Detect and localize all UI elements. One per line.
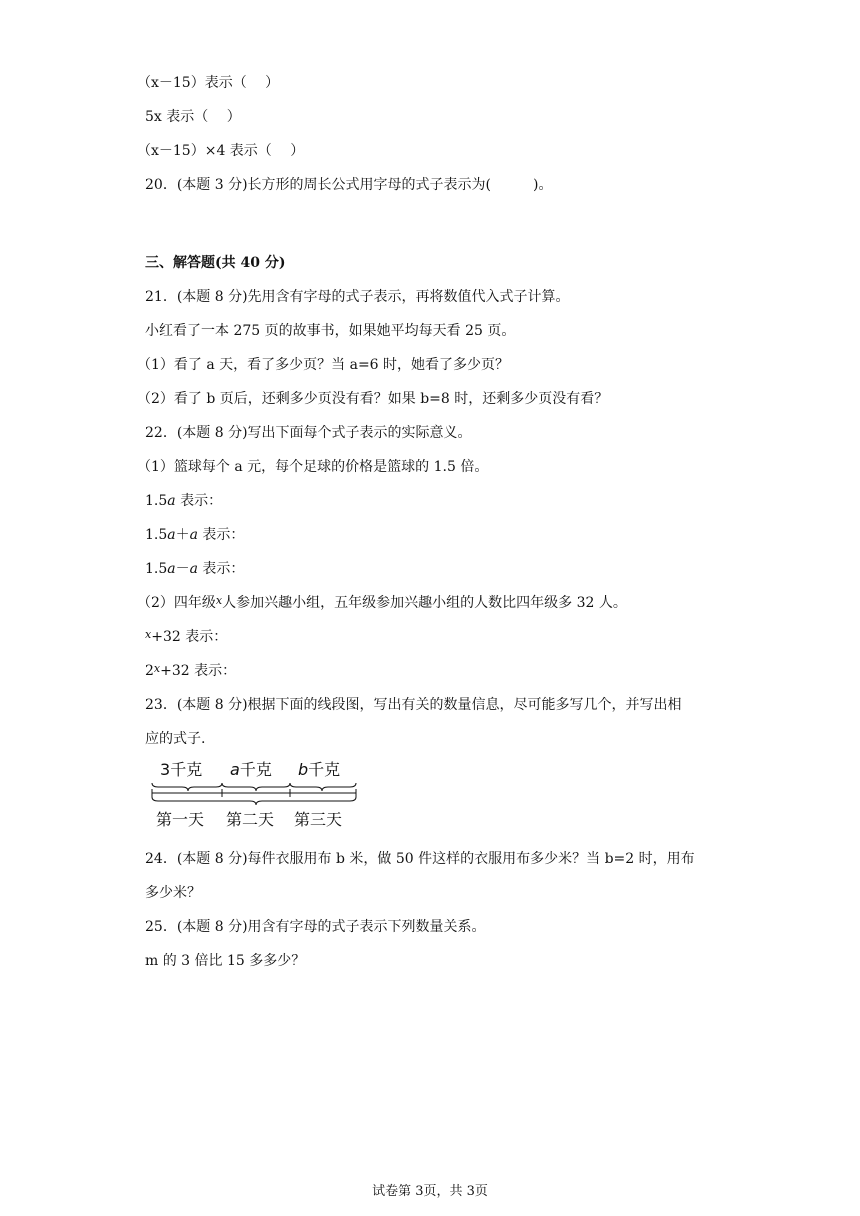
question-21-part-1: （1）看了 a 天，看了多少页？当 a=6 时，她看了多少页？	[137, 357, 510, 373]
section-heading-3: 三、解答题(共 40 分)	[145, 255, 286, 271]
question-21: 21．(本题 8 分)先用含有字母的式子表示，再将数值代入式子计算。	[145, 289, 570, 305]
expr-variable: x	[153, 662, 161, 675]
brace-top-1	[152, 783, 222, 791]
part-2-head: （2）四年级	[137, 595, 216, 611]
bottom-label-day-3: 第三天	[294, 810, 343, 829]
expr-variable-2: a	[189, 561, 198, 577]
top-label-day-1: 3千克	[160, 760, 203, 779]
question-24-line-2: 多少米？	[145, 885, 201, 901]
expr-operator: －	[175, 561, 190, 577]
blank-line-5x: 5x 表示（ ）	[145, 109, 241, 125]
bottom-label-day-1: 第一天	[156, 810, 205, 829]
question-20: 20．(本题 3 分)长方形的周长公式用字母的式子表示为( )。	[145, 177, 553, 193]
question-25: 25．(本题 8 分)用含有字母的式子表示下列数量关系。	[145, 919, 486, 935]
question-21-story: 小红看了一本 275 页的故事书，如果她平均每天看 25 页。	[145, 323, 516, 339]
question-22: 22．(本题 8 分)写出下面每个式子表示的实际意义。	[145, 425, 472, 441]
question-24-line-1: 24．(本题 8 分)每件衣服用布 b 米，做 50 件这样的衣服用布多少米？当 b=2 时，用布	[145, 851, 695, 867]
top-label-day-3: b千克	[298, 760, 341, 779]
expr-variable-2: a	[189, 527, 198, 543]
line-segment-diagram	[150, 755, 360, 835]
expression-x-plus-32	[145, 627, 227, 648]
brace-top-2	[222, 783, 290, 791]
question-25-sub: m 的 3 倍比 15 多多少？	[145, 953, 306, 969]
line-segment-svg	[150, 755, 360, 835]
question-22-part-2	[137, 593, 627, 614]
brace-bottom	[152, 797, 356, 805]
expr-number: 1.5	[145, 561, 168, 577]
expr-head: 2	[145, 663, 154, 679]
expr-operator: ＋	[175, 527, 190, 543]
top-label-day-2: a千克	[230, 760, 272, 779]
expr-variable: a	[167, 561, 176, 577]
expr-tail: +32 表示：	[151, 629, 228, 645]
question-22-part-1: （1）篮球每个 a 元，每个足球的价格是篮球的 1.5 倍。	[137, 459, 489, 475]
part-2-tail: 人参加兴趣小组，五年级参加兴趣小组的人数比四年级多 32 人。	[222, 595, 627, 611]
question-23-line-2: 应的式子.	[145, 731, 206, 747]
expression-1-5a	[145, 491, 222, 511]
expr-variable: x	[145, 628, 152, 641]
blank-line-x-minus-15-times-4: （x－15）×4 表示（ ）	[137, 143, 305, 159]
expr-tail: 表示：	[197, 561, 245, 577]
expr-number: 1.5	[145, 493, 168, 509]
expr-number: 1.5	[145, 527, 168, 543]
expression-1-5a-plus-a	[145, 525, 244, 545]
question-21-part-2: （2）看了 b 页后，还剩多少页没有看？如果 b=8 时，还剩多少页没有看？	[137, 391, 609, 407]
bottom-label-day-2: 第二天	[226, 810, 275, 829]
expr-tail: 表示：	[197, 527, 245, 543]
expression-1-5a-minus-a	[145, 559, 244, 579]
page-footer: 试卷第 3页，共 3页	[372, 1184, 488, 1199]
part-2-variable: x	[215, 594, 223, 607]
expr-tail: 表示：	[175, 493, 223, 509]
expr-variable: a	[167, 493, 176, 509]
expression-2x-plus-32	[145, 661, 236, 682]
expr-variable: a	[167, 527, 176, 543]
question-23-line-1: 23．(本题 8 分)根据下面的线段图，写出有关的数量信息，尽可能多写几个，并写出相	[145, 697, 682, 713]
blank-line-x-minus-15: （x－15）表示（ ）	[137, 75, 280, 91]
expr-tail: +32 表示：	[160, 663, 237, 679]
brace-top-3	[290, 783, 356, 791]
